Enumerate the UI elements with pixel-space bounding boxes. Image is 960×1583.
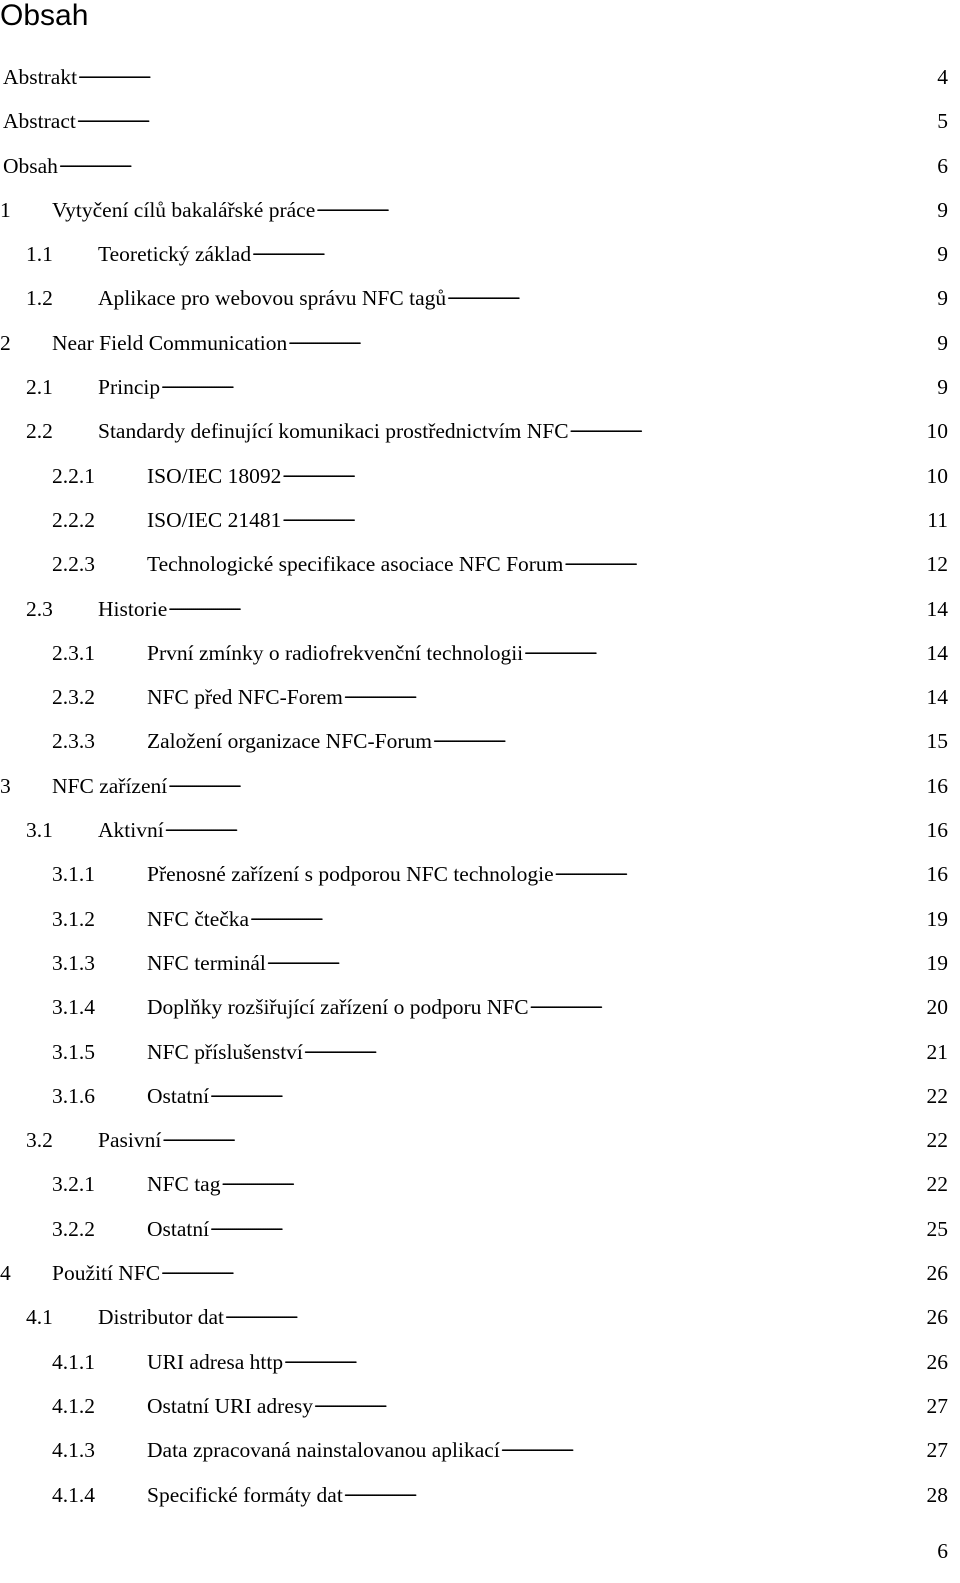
toc-entry-page: 20 (926, 995, 948, 1020)
toc-entry[interactable] (0, 498, 948, 542)
toc-entry-number: 2.2 (26, 419, 53, 444)
toc-entry-page: 16 (926, 818, 948, 843)
toc-entry-title: Aplikace pro webovou správu NFC tagů (98, 286, 447, 311)
toc-entry-number: 3.1.4 (52, 995, 95, 1020)
dot-leader (162, 1127, 925, 1147)
toc-entry[interactable] (0, 188, 948, 232)
table-of-contents (0, 55, 948, 1517)
toc-entry-title: Použití NFC (52, 1261, 161, 1286)
toc-entry-number: 2.3.2 (52, 685, 95, 710)
toc-entry-number: 1.2 (26, 286, 53, 311)
toc-entry[interactable] (0, 542, 948, 586)
toc-entry[interactable] (0, 1473, 948, 1517)
toc-entry-number: 4.1.1 (52, 1349, 95, 1374)
toc-entry-number: 3.1.3 (52, 950, 95, 975)
toc-entry-title: Pasivní (98, 1128, 162, 1153)
toc-entry-title: Near Field Communication (52, 330, 288, 355)
toc-entry-title: Abstract (3, 109, 76, 134)
toc-entry-page: 14 (926, 596, 948, 621)
dot-leader (59, 153, 936, 173)
dot-leader (555, 861, 926, 881)
toc-entry-page: 21 (926, 1039, 948, 1064)
toc-entry[interactable] (0, 985, 948, 1029)
dot-leader (161, 374, 936, 394)
toc-entry[interactable] (0, 1251, 948, 1295)
dot-leader (314, 1393, 926, 1413)
toc-entry-title: Obsah (3, 153, 58, 178)
toc-entry-number: 2.2.3 (52, 552, 95, 577)
toc-entry-page: 28 (926, 1482, 948, 1507)
toc-entry-title: Aktivní (98, 818, 164, 843)
toc-entry-title: NFC čtečka (147, 906, 250, 931)
toc-entry-title: Vytyčení cílů bakalářské práce (52, 197, 316, 222)
dot-leader (284, 1349, 925, 1369)
toc-entry-title: Princip (98, 375, 161, 400)
toc-entry[interactable] (0, 1295, 948, 1339)
toc-entry[interactable] (0, 99, 948, 143)
dot-leader (168, 773, 925, 793)
toc-entry-number: 1 (0, 197, 11, 222)
dot-leader (501, 1437, 926, 1457)
dot-leader (77, 108, 936, 128)
toc-entry-page: 16 (926, 773, 948, 798)
toc-entry-number: 1.1 (26, 242, 53, 267)
dot-leader (447, 285, 936, 305)
toc-entry[interactable] (0, 321, 948, 365)
toc-entry-title: První zmínky o radiofrekvenční technologii (147, 640, 524, 665)
toc-entry-number: 3 (0, 773, 11, 798)
toc-entry-title: NFC terminál (147, 950, 266, 975)
toc-entry-page: 5 (937, 109, 948, 134)
page-number: 6 (937, 1539, 948, 1563)
dot-leader (433, 728, 926, 748)
toc-entry-title: NFC tag (147, 1172, 221, 1197)
toc-entry[interactable] (0, 897, 948, 941)
toc-entry-number: 2.2.2 (52, 507, 95, 532)
dot-leader (304, 1039, 926, 1059)
toc-entry[interactable] (0, 1074, 948, 1118)
toc-entry-title: Založení organizace NFC-Forum (147, 729, 432, 754)
toc-entry-page: 10 (926, 463, 948, 488)
toc-entry[interactable] (0, 1030, 948, 1074)
toc-entry-title: Ostatní URI adresy (147, 1393, 313, 1418)
toc-entry[interactable] (0, 55, 948, 99)
toc-entry-title: NFC příslušenství (147, 1039, 303, 1064)
toc-entry[interactable] (0, 808, 948, 852)
toc-entry-title: Ostatní (147, 1216, 210, 1241)
toc-entry-page: 11 (927, 507, 948, 532)
dot-leader (316, 197, 936, 217)
toc-entry-number: 2.1 (26, 375, 53, 400)
toc-entry-title: Ostatní (147, 1083, 210, 1108)
dot-leader (564, 551, 925, 571)
toc-entry-page: 22 (926, 1128, 948, 1153)
dot-leader (282, 463, 925, 483)
toc-entry[interactable] (0, 764, 948, 808)
toc-entry-title: Standardy definující komunikaci prostřednictvím NFC (98, 419, 569, 444)
toc-entry[interactable] (0, 276, 948, 320)
toc-entry[interactable] (0, 365, 948, 409)
toc-entry[interactable] (0, 232, 948, 276)
toc-entry-title: URI adresa http (147, 1349, 284, 1374)
dot-leader (225, 1304, 926, 1324)
toc-entry-number: 3.1.6 (52, 1083, 95, 1108)
toc-entry-title: ISO/IEC 18092 (147, 463, 282, 488)
toc-entry-title: ISO/IEC 21481 (147, 507, 282, 532)
toc-entry-page: 14 (926, 640, 948, 665)
dot-leader (288, 330, 936, 350)
toc-entry[interactable] (0, 144, 948, 188)
dot-leader (344, 684, 926, 704)
dot-leader (344, 1482, 926, 1502)
toc-entry-title: Technologické specifikace asociace NFC Forum (147, 552, 564, 577)
toc-entry-title: Doplňky rozšiřující zařízení o podporu NFC (147, 995, 529, 1020)
toc-entry-number: 4.1.3 (52, 1438, 95, 1463)
toc-entry-title: NFC před NFC-Forem (147, 685, 343, 710)
dot-leader (78, 64, 936, 84)
dot-leader (524, 640, 925, 660)
toc-entry-page: 27 (926, 1438, 948, 1463)
toc-entry-title: Distributor dat (98, 1305, 224, 1330)
toc-entry-page: 16 (926, 862, 948, 887)
toc-entry-page: 4 (937, 65, 948, 89)
toc-entry[interactable] (0, 587, 948, 631)
dot-leader (250, 906, 925, 926)
toc-entry[interactable] (0, 941, 948, 985)
toc-entry[interactable] (0, 1207, 948, 1251)
toc-entry[interactable] (0, 1162, 948, 1206)
toc-entry-number: 3.1.5 (52, 1039, 95, 1064)
toc-entry-number: 2.3.3 (52, 729, 95, 754)
toc-entry[interactable] (0, 852, 948, 896)
toc-entry-number: 3.1.2 (52, 906, 95, 931)
page-title: Obsah (0, 0, 89, 32)
toc-entry-number: 3.1 (26, 818, 53, 843)
dot-leader (210, 1216, 925, 1236)
toc-entry[interactable] (0, 454, 948, 498)
dot-leader (282, 507, 926, 527)
toc-entry-number: 3.2.2 (52, 1216, 95, 1241)
toc-entry-title: Abstrakt (3, 65, 78, 89)
toc-entry-page: 22 (926, 1172, 948, 1197)
toc-entry-title: Historie (98, 596, 168, 621)
toc-entry-page: 9 (937, 197, 948, 222)
toc-entry-number: 2.3.1 (52, 640, 95, 665)
toc-entry-page: 27 (926, 1393, 948, 1418)
toc-entry-page: 26 (926, 1349, 948, 1374)
toc-entry-number: 4.1.2 (52, 1393, 95, 1418)
toc-entry-page: 9 (937, 330, 948, 355)
dot-leader (168, 596, 925, 616)
toc-entry-number: 3.1.1 (52, 862, 95, 887)
toc-entry-title: Data zpracovaná nainstalovanou aplikací (147, 1438, 500, 1463)
toc-entry-page: 26 (926, 1305, 948, 1330)
dot-leader (165, 817, 926, 837)
dot-leader (221, 1171, 925, 1191)
toc-entry[interactable] (0, 719, 948, 763)
toc-entry[interactable] (0, 631, 948, 675)
toc-entry[interactable] (0, 1340, 948, 1384)
dot-leader (267, 950, 926, 970)
toc-entry-number: 4.1 (26, 1305, 53, 1330)
toc-entry-title: Specifické formáty dat (147, 1482, 343, 1507)
toc-entry-page: 26 (926, 1261, 948, 1286)
toc-entry[interactable] (0, 1384, 948, 1428)
toc-entry-title: Teoretický základ (98, 242, 252, 267)
toc-entry-page: 15 (926, 729, 948, 754)
toc-entry-number: 4.1.4 (52, 1482, 95, 1507)
toc-entry-page: 25 (926, 1216, 948, 1241)
toc-entry-page: 9 (937, 375, 948, 400)
toc-entry[interactable] (0, 409, 948, 453)
toc-entry-page: 19 (926, 950, 948, 975)
toc-entry-number: 3.2.1 (52, 1172, 95, 1197)
dot-leader (161, 1260, 925, 1280)
toc-entry-page: 19 (926, 906, 948, 931)
toc-entry-page: 6 (937, 153, 948, 178)
toc-entry[interactable] (0, 1118, 948, 1162)
toc-entry[interactable] (0, 1428, 948, 1472)
dot-leader (570, 418, 926, 438)
toc-entry-page: 9 (937, 286, 948, 311)
toc-entry-number: 4 (0, 1261, 11, 1286)
toc-entry[interactable] (0, 675, 948, 719)
toc-entry-number: 2 (0, 330, 11, 355)
toc-entry-title: Přenosné zařízení s podporou NFC technologie (147, 862, 554, 887)
toc-entry-number: 3.2 (26, 1128, 53, 1153)
toc-entry-title: NFC zařízení (52, 773, 168, 798)
dot-leader (252, 241, 936, 261)
toc-entry-page: 12 (926, 552, 948, 577)
toc-entry-page: 9 (937, 242, 948, 267)
toc-entry-number: 2.3 (26, 596, 53, 621)
dot-leader (210, 1083, 925, 1103)
toc-entry-page: 10 (926, 419, 948, 444)
toc-entry-page: 14 (926, 685, 948, 710)
toc-entry-number: 2.2.1 (52, 463, 95, 488)
toc-entry-page: 22 (926, 1083, 948, 1108)
dot-leader (530, 994, 926, 1014)
